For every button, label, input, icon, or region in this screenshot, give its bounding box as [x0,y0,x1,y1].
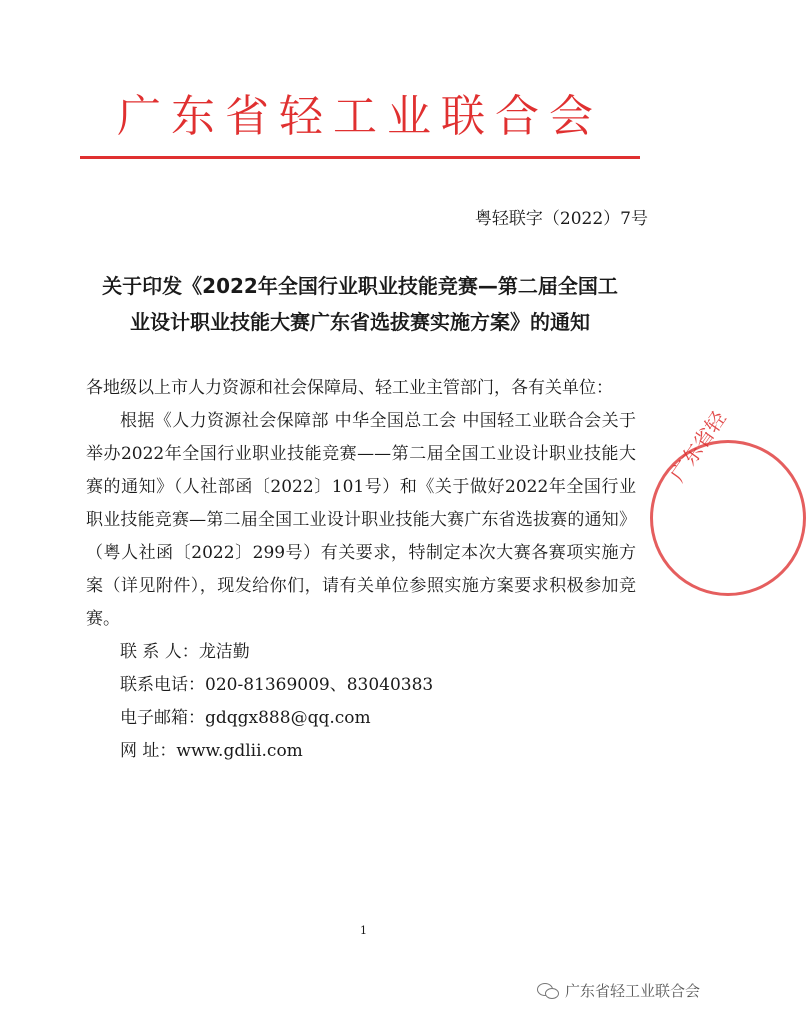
contact-person [86,636,636,669]
contact-label: 电子邮箱： [120,708,205,728]
watermark-text: 广东省轻工业联合会 [564,982,700,1000]
wechat-icon [537,983,559,999]
contact-website [86,735,636,768]
contact-label: 联系电话： [120,675,205,695]
page-number: 1 [360,924,367,937]
contact-phone [86,669,636,702]
letterhead-divider [80,156,640,159]
source-watermark [537,980,700,1001]
document-title [60,268,660,340]
document-title-line-2: 业设计职业技能大赛广东省选拔赛实施方案》的通知 [130,310,590,334]
document-number: 粤轻联字（2022）7号 [474,209,648,229]
document-body [86,372,636,768]
contact-value: 龙洁勤 [198,642,250,662]
document-title-line-1: 关于印发《2022年全国行业职业技能竞赛—第二届全国工 [102,274,618,298]
contact-email [86,702,636,735]
contact-label: 网 址： [120,741,177,761]
official-seal-text: 广东省轻 [665,406,731,487]
contact-label: 联 系 人： [120,642,199,662]
body-paragraph: 根据《人力资源社会保障部 中华全国总工会 中国轻工业联合会关于举办2022年全国行业职业技能竞赛——第二届全国工业设计职业技能大赛的通知》（人社部函〔2022〕101号）和《关于做好2022年全国行业职业技能竞赛—第二届全国工业设计职业技能大赛广东省选拔赛的通知》（粤人社函〔2022〕299号）有关要求，特制定本次大赛各赛项实施方案（详见附件），现发给你们，请有关单位参照实施方案要求积极参加竞赛。 [86,411,636,629]
org-letterhead-title: 广东省轻工业联合会 [117,91,603,142]
contact-value: 020-81369009、83040383 [205,675,434,695]
salutation: 各地级以上市人力资源和社会保障局、轻工业主管部门，各有关单位： [86,378,613,398]
contact-value: gdqgx888@qq.com [205,708,371,728]
contact-value: www.gdlii.com [176,741,303,761]
